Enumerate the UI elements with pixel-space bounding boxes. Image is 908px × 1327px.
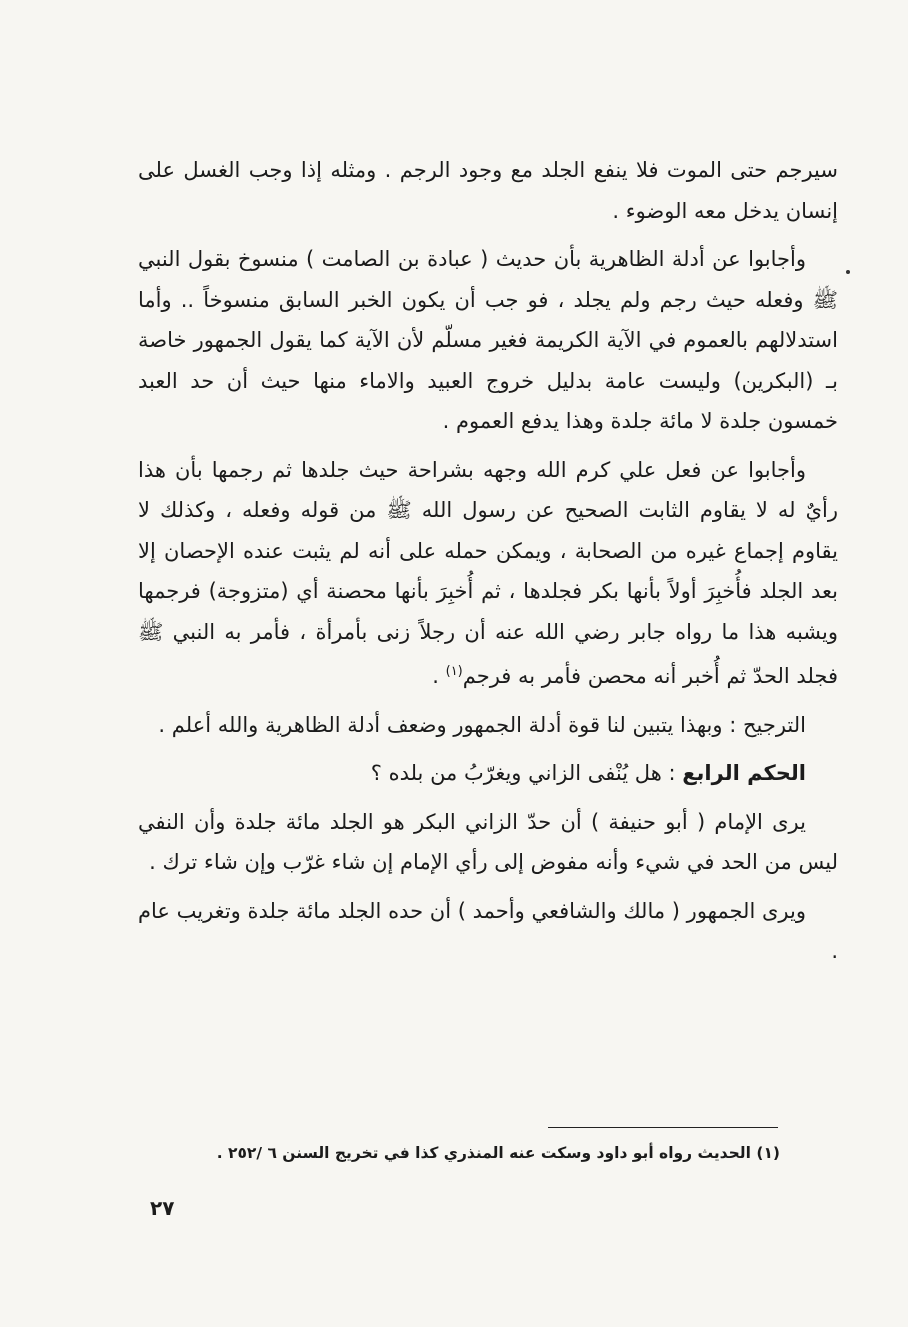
footnote-divider [548, 1127, 778, 1128]
paragraph: يرى الإمام ( أبو حنيفة ) أن حدّ الزاني البكر هو الجلد مائة جلدة وأن النفي ليس من الحد في شيء وأنه مفوض إلى رأي الإمام إن شاء غرّب وإن شاء ترك . [138, 809, 838, 874]
footnote: (١) الحديث رواه أبو داود وسكت عنه المنذري كذا في تخريج السنن ٦ /٢٥٢ . [216, 1144, 780, 1162]
page-number: ٢٧ [150, 1196, 175, 1220]
paragraph: سيرجم حتى الموت فلا ينفع الجلد مع وجود الرجم . ومثله إذا وجب الغسل على إنسان يدخل معه الوضوء . [138, 158, 838, 223]
paragraph: وأجابوا عن أدلة الظاهرية بأن حديث ( عبادة بن الصامت ) منسوخ بقول النبي ﷺ وفعله حيث رجم ولم يجلد ، فو جب أن يكون الخبر السابق منسوخاً .. وأما استدلالهم بالعموم في الآية الكريمة فغير مسلّم لأن الآية كما يقول الجمهور خاصة بـ (البكرين) وليست عامة بدليل خروج العبيد والاماء منها حيث أن حد العبد خمسون جلدة لا مائة جلدة وهذا يدفع العموم . [138, 247, 838, 433]
section-question: : هل يُنْفى الزاني ويغرّبُ من بلده ؟ [370, 761, 683, 785]
paragraph: الترجيح : وبهذا يتبين لنا قوة أدلة الجمهور وضعف أدلة الظاهرية والله أعلم . [158, 712, 806, 737]
paragraph-text: وأجابوا عن فعل علي كرم الله وجهه بشراحة حيث جلدها ثم رجمها بأن هذا رأيٌ له لا يقاوم الثابت الصحيح عن رسول الله ﷺ من قوله وفعله ، وكذلك لا يقاوم إجماع غيره من الصحابة ، ويمكن حمله على أنه لم يثبت عنده الإحصان إلا بعد الجلد فأُخبِرَ أولاً بأنها بكر فجلدها ، ثم أُخبِرَ بأنها محصنة أي (متزوجة) فرجمها ويشبه هذا ما رواه جابر رضي الله عنه أن رجلاً زنى بأمرأة ، فأمر به النبي ﷺ فجلد الحدّ ثم أُخبر أنه محصن فأمر به فرجم [138, 457, 838, 688]
paragraph [138, 450, 838, 697]
section-heading: الحكم الرابع [682, 761, 806, 785]
section-paragraph [138, 753, 838, 794]
footnote-reference-tail: . [432, 664, 446, 688]
body-text [138, 150, 838, 980]
paragraph: ويرى الجمهور ( مالك والشافعي وأحمد ) أن حده الجلد مائة جلدة وتغريب عام . [138, 898, 838, 963]
footnote-reference: (١) [445, 664, 463, 679]
margin-mark [846, 270, 850, 274]
